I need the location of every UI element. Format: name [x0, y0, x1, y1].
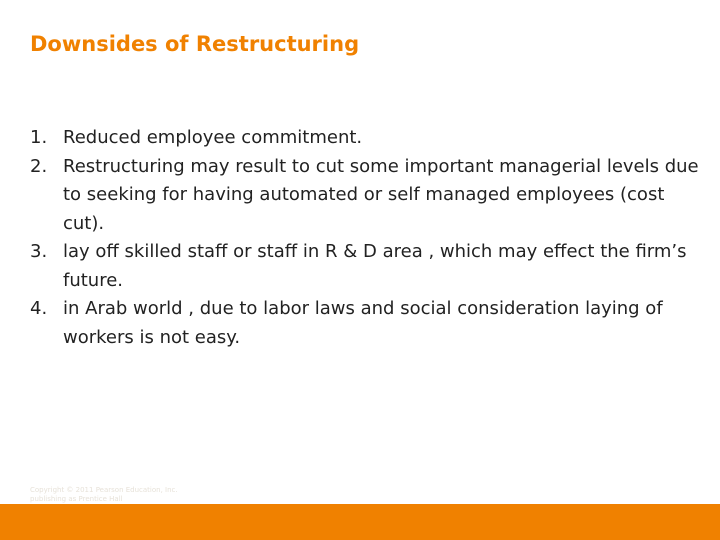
list-item-text: in Arab world , due to labor laws and social consideration laying of workers is not easy. [63, 298, 663, 348]
list-item [30, 238, 700, 295]
list-item [30, 124, 700, 153]
list-item-number: 3. [30, 241, 48, 262]
list-item [30, 153, 700, 239]
list-item-number: 4. [30, 298, 48, 319]
list-item-text: lay off skilled staff or staff in R & D area , which may effect the firm’s future. [63, 241, 687, 291]
list-item-number: 2. [30, 155, 48, 177]
numbered-list [30, 124, 700, 352]
list-item-number: 1. [30, 127, 48, 148]
list-item-text: Restructuring may result to cut some important managerial levels due to seeking for having automated or self managed employees (cost cut). [63, 155, 699, 234]
list-item-text: Reduced employee commitment. [63, 127, 363, 148]
copyright-notice: Copyright © 2011 Pearson Education, Inc. publishing as Prentice Hall [30, 486, 178, 503]
list-item [30, 295, 700, 352]
footer-bar [0, 504, 720, 540]
slide-title: Downsides of Restructuring [30, 32, 360, 56]
